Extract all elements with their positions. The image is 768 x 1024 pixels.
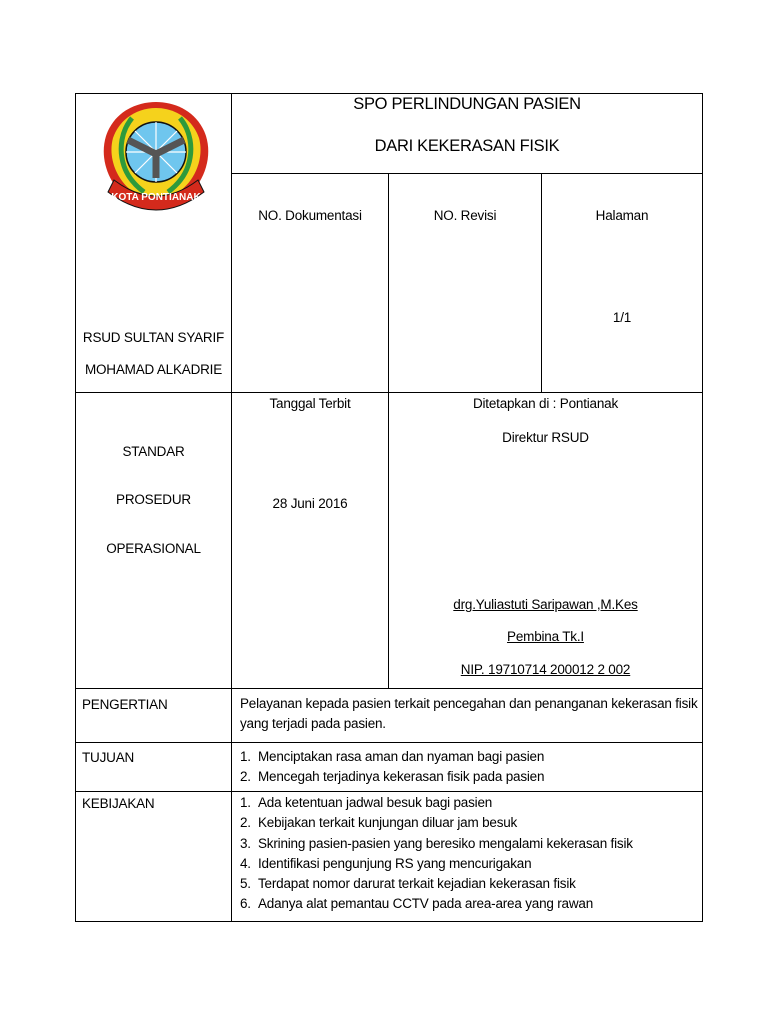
- list-item: 6. Adanya alat pemantau CCTV pada area-area yang rawan: [240, 896, 594, 912]
- pengertian-row-divider: [75, 742, 703, 743]
- table-border-bottom: [75, 921, 703, 922]
- header-row-divider: [75, 392, 703, 393]
- pengertian-label: PENGERTIAN: [82, 697, 168, 712]
- list-item: 2. Mencegah terjadinya kekerasan fisik pada pasien: [240, 769, 545, 785]
- list-item: 4. Identifikasi pengunjung RS yang mencurigakan: [240, 855, 532, 871]
- doc-col-divider-2: [541, 173, 542, 393]
- halaman-label: Halaman: [595, 208, 649, 223]
- direktur-label: Direktur RSUD: [502, 430, 589, 445]
- signer-name: drg.Yuliastuti Saripawan ,M.Kes: [453, 597, 638, 612]
- no-revisi-label: NO. Revisi: [433, 208, 497, 223]
- document-title-line1: SPO PERLINDUNGAN PASIEN: [353, 95, 581, 113]
- kebijakan-label: KEBIJAKAN: [82, 796, 155, 811]
- tanggal-terbit-value: 28 Juni 2016: [272, 496, 348, 511]
- title-row-divider: [231, 173, 703, 174]
- hospital-name-line1: RSUD SULTAN SYARIF: [82, 330, 225, 345]
- doc-col-divider-1: [388, 173, 389, 393]
- list-item: 1. Ada ketentuan jadwal besuk bagi pasien: [240, 795, 493, 810]
- sop-label-line1: STANDAR: [122, 444, 185, 459]
- sop-label-line3: OPERASIONAL: [106, 541, 201, 556]
- signer-rank: Pembina Tk.I: [507, 629, 584, 644]
- list-item: 5. Terdapat nomor darurat terkait kejadian kekerasan fisik: [240, 876, 576, 892]
- tujuan-row-divider: [75, 791, 703, 792]
- halaman-value: 1/1: [612, 310, 632, 325]
- kebijakan-list: [240, 793, 633, 915]
- ditetapkan-label: Ditetapkan di : Pontianak: [472, 396, 619, 411]
- logo-banner-text: KOTA PONTIANAK: [111, 192, 201, 203]
- kota-pontianak-logo: [92, 96, 220, 224]
- pengertian-text: [240, 694, 698, 734]
- list-item: 3. Skrining pasien-pasien yang beresiko mengalami kekerasan fisik: [240, 835, 633, 851]
- pengertian-text-line2: yang terjadi pada pasien.: [240, 716, 386, 731]
- tanggal-terbit-label: Tanggal Terbit: [269, 396, 351, 411]
- hospital-name-line2: MOHAMAD ALKADRIE: [84, 362, 223, 377]
- table-border-top: [75, 93, 703, 94]
- table-border-left: [75, 93, 76, 922]
- document-title-line2: DARI KEKERASAN FISIK: [374, 137, 560, 155]
- signer-nip: NIP. 19710714 200012 2 002: [460, 662, 631, 677]
- list-item: 1. Menciptakan rasa aman dan nyaman bagi pasien: [240, 749, 545, 764]
- pengertian-text-line1: Pelayanan kepada pasien terkait pencegahan dan penanganan kekerasan fisik: [240, 696, 698, 711]
- sop-label-line2: PROSEDUR: [116, 492, 191, 507]
- list-item: 2. Kebijakan terkait kunjungan diluar jam besuk: [240, 815, 518, 831]
- tujuan-label: TUJUAN: [82, 750, 135, 765]
- no-dokumentasi-label: NO. Dokumentasi: [258, 208, 362, 223]
- table-border-right: [702, 93, 703, 922]
- tujuan-list: [240, 747, 544, 788]
- sop-row-divider: [75, 688, 703, 689]
